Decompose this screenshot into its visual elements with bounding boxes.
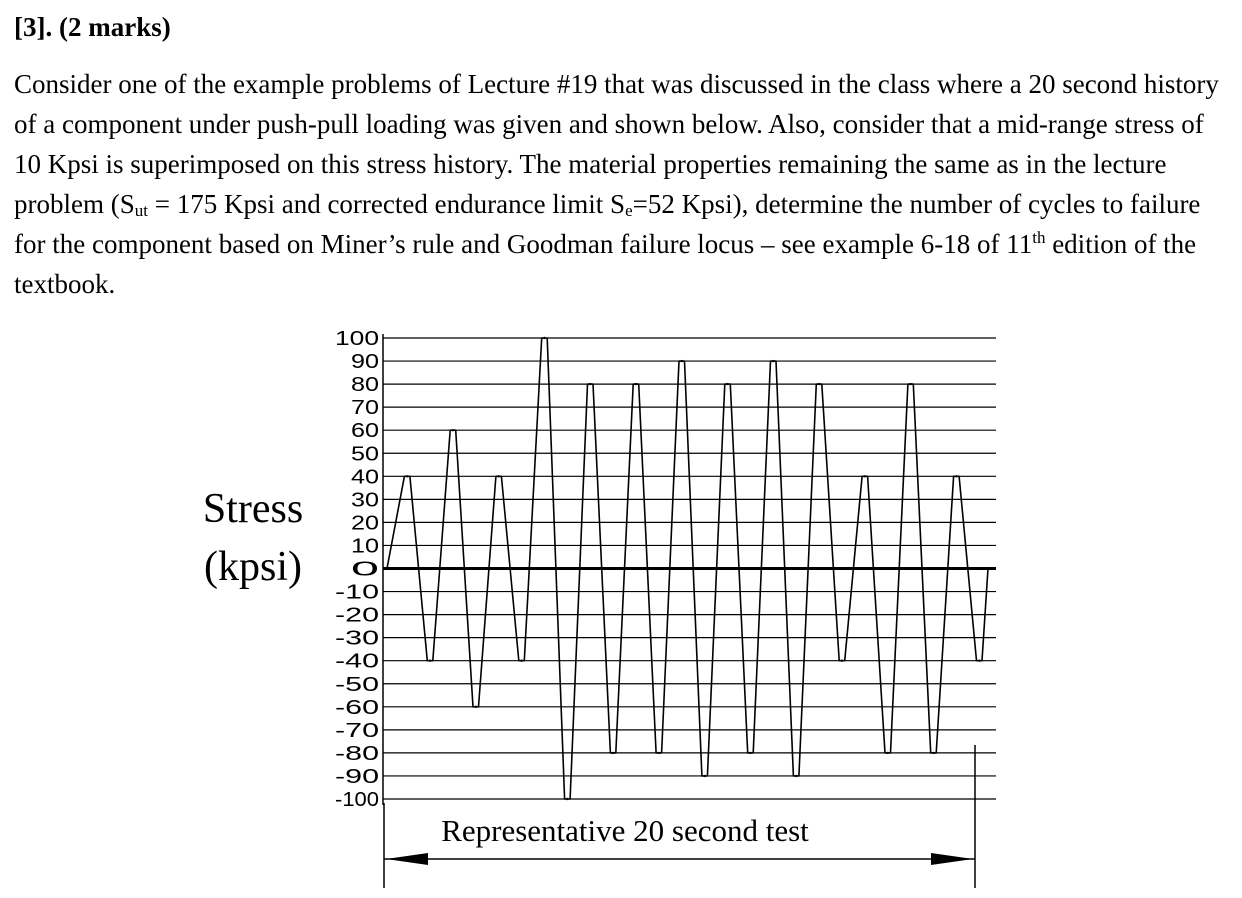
y-tick-label: 40 bbox=[351, 466, 379, 489]
y-tick-labels bbox=[335, 328, 379, 811]
valley-point bbox=[658, 752, 660, 754]
peak-point bbox=[452, 429, 454, 431]
valley-point bbox=[612, 752, 614, 754]
valley-point bbox=[887, 752, 889, 754]
y-tick-label: 0 bbox=[351, 558, 379, 581]
problem-text-part-3: =52 Kpsi), determine the number of cycles to failure for the component based on Miner’s rule and Goodman failure locus – see example 6-18 of 11 bbox=[14, 189, 1201, 259]
problem-text-part-1: Consider one of the example problems of Lecture #19 that was discussed in the class where a 20 second history of a component under push-pull loading was given and shown below. Also, consider that a mid-range stress of 10 Kpsi is superimposed on this stress history. The material properties remaining the same as in the lecture problem (S bbox=[14, 69, 1219, 219]
y-tick-label: -60 bbox=[335, 696, 379, 719]
y-tick-label: 70 bbox=[351, 397, 379, 420]
y-tick-label: 100 bbox=[335, 328, 379, 350]
valley-point bbox=[841, 660, 843, 662]
problem-text-part-2: = 175 Kpsi and corrected endurance limit S bbox=[147, 189, 626, 219]
valley-point bbox=[429, 660, 431, 662]
peak-point bbox=[635, 383, 637, 385]
peak-point bbox=[498, 475, 500, 477]
peak-point bbox=[909, 383, 911, 385]
peak-point bbox=[818, 383, 820, 385]
y-tick-label: 10 bbox=[351, 535, 379, 558]
y-axis-label-line-2: (kpsi) bbox=[204, 544, 302, 590]
y-tick-label: -50 bbox=[335, 673, 379, 696]
valley-point bbox=[978, 660, 980, 662]
x-axis-caption: Representative 20 second test bbox=[441, 813, 809, 848]
y-tick-label: -70 bbox=[335, 719, 379, 742]
y-tick-label: 20 bbox=[351, 512, 379, 535]
question-heading: [3]. (2 marks) bbox=[14, 12, 171, 42]
y-tick-label: -90 bbox=[335, 765, 379, 788]
peak-point bbox=[543, 337, 545, 339]
y-tick-label: 80 bbox=[351, 374, 379, 397]
y-tick-label: -10 bbox=[335, 581, 379, 604]
superscript-th: th bbox=[1032, 228, 1046, 247]
valley-point bbox=[566, 798, 568, 800]
valley-point bbox=[703, 775, 705, 777]
peak-point bbox=[681, 360, 683, 362]
valley-point bbox=[932, 752, 934, 754]
y-tick-label: -80 bbox=[335, 742, 379, 765]
dimension-arrow-left bbox=[386, 853, 428, 865]
y-tick-label: -20 bbox=[335, 604, 379, 627]
y-tick-label: 90 bbox=[351, 351, 379, 374]
peak-point bbox=[406, 475, 408, 477]
valley-point bbox=[520, 660, 522, 662]
subscript-e: e bbox=[625, 201, 633, 220]
y-tick-label: 50 bbox=[351, 443, 379, 466]
grid-lines bbox=[383, 334, 996, 805]
peak-point bbox=[772, 360, 774, 362]
valley-point bbox=[795, 775, 797, 777]
valley-point bbox=[749, 752, 751, 754]
y-tick-label: -40 bbox=[335, 650, 379, 673]
subscript-ut: ut bbox=[134, 201, 148, 220]
peak-point bbox=[589, 383, 591, 385]
y-tick-label: 30 bbox=[351, 489, 379, 512]
y-tick-label: 60 bbox=[351, 420, 379, 443]
dimension-arrow-right bbox=[931, 853, 973, 865]
peak-point bbox=[955, 475, 957, 477]
peak-point bbox=[726, 383, 728, 385]
y-axis-label-line-1: Stress bbox=[202, 486, 304, 532]
valley-point bbox=[475, 706, 477, 708]
problem-text-part-4: edition of the textbook. bbox=[14, 229, 1197, 299]
y-tick-label: -100 bbox=[335, 789, 379, 811]
y-tick-label: -30 bbox=[335, 627, 379, 650]
peak-point bbox=[864, 475, 866, 477]
